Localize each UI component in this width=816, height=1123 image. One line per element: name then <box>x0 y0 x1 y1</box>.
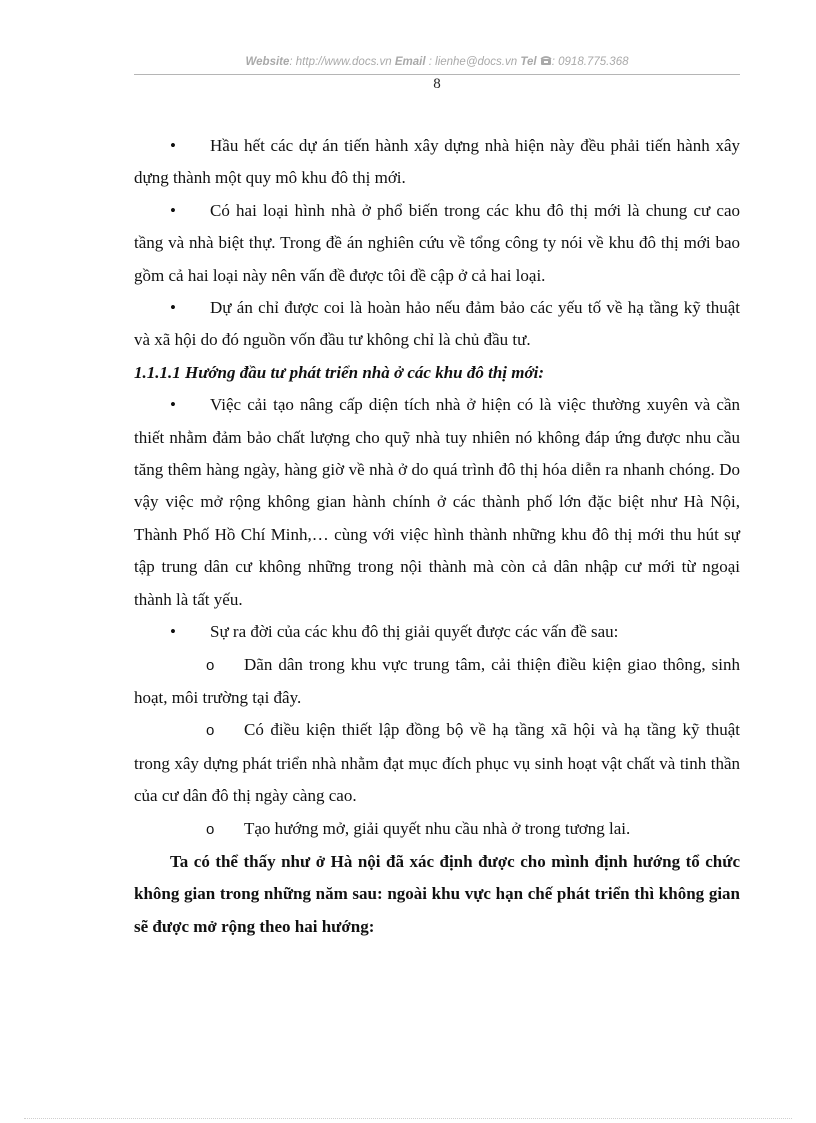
bullet-paragraph-1 <box>134 130 740 195</box>
phone-icon <box>540 56 552 68</box>
website-label: Website <box>245 56 290 68</box>
paragraph-text: Sự ra đời của các khu đô thị giải quyết được các vấn đề sau: <box>210 622 619 642</box>
sub-bullet-1 <box>134 649 740 715</box>
bullet-paragraph-2 <box>134 195 740 292</box>
document-body <box>134 130 740 943</box>
paragraph-text: Tạo hướng mở, giải quyết nhu cầu nhà ở trong tương lai. <box>244 818 631 838</box>
page-header <box>134 56 740 68</box>
paragraph-text: Dãn dân trong khu vực trung tâm, cải thiện điều kiện giao thông, sinh hoạt, môi trường tại đây. <box>134 654 740 707</box>
bullet-icon: • <box>170 136 176 155</box>
header-divider <box>134 74 740 75</box>
sub-bullet-2 <box>134 714 740 812</box>
bullet-paragraph-5 <box>134 616 740 648</box>
section-heading: 1.1.1.1 Hướng đầu tư phát triển nhà ở các khu đô thị mới: <box>134 362 545 382</box>
closing-paragraph: Ta có thể thấy như ở Hà nội đã xác định được cho mình định hướng tổ chức không gian trong những năm sau: ngoài khu vực hạn chế phát triển thì không gian sẽ được mở rộng theo hai hướng: <box>134 851 740 936</box>
paragraph-text: Hầu hết các dự án tiến hành xây dựng nhà hiện này đều phải tiến hành xây dựng thành một quy mô khu đô thị mới. <box>134 136 740 188</box>
bullet-paragraph-4 <box>134 389 740 616</box>
paragraph-text: Có điều kiện thiết lập đồng bộ về hạ tầng xã hội và hạ tầng kỹ thuật trong xây dựng phát triển nhà nhằm đạt mục đích phục vụ sinh hoạt vật chất và tinh thần của cư dân đô thị ngày càng cao. <box>134 720 740 806</box>
bullet-paragraph-3 <box>134 292 740 357</box>
paragraph-text: Việc cải tạo nâng cấp diện tích nhà ở hiện có là việc thường xuyên và cần thiết nhằm đảm bảo chất lượng cho quỹ nhà tuy nhiên nó không đáp ứng được nhu cầu tăng thêm hàng ngày, hàng giờ về nhà ở do quá trình đô thị hóa diễn ra nhanh chóng. Do vậy việc mở rộng không gian hành chính ở các thành phố lớn đặc biệt như Hà Nội, Thành Phố Hồ Chí Minh,… cùng với việc hình thành những khu đô thị mới thu hút sự tập trung dân cư không những trong nội thành mà còn cả dân nhập cư mới từ ngoại thành là tất yếu. <box>134 395 740 609</box>
page-number: 8 <box>433 76 441 92</box>
tel-label: Tel <box>520 56 537 68</box>
bullet-icon: • <box>170 200 176 220</box>
website-value: : http://www.docs.vn <box>289 56 392 68</box>
circle-bullet-icon: o <box>206 722 215 740</box>
tel-value: : 0918.775.368 <box>551 56 629 68</box>
bullet-icon: • <box>170 298 176 318</box>
circle-bullet-icon: o <box>206 820 215 838</box>
bullet-icon: • <box>170 622 176 642</box>
email-label: Email <box>394 56 426 68</box>
bullet-icon: • <box>170 395 176 415</box>
sub-bullet-3 <box>134 813 740 846</box>
paragraph-text: Dự án chỉ được coi là hoàn hảo nếu đảm bảo các yếu tố về hạ tầng kỹ thuật và xã hội do đó nguồn vốn đầu tư không chỉ là chủ đầu tư. <box>134 298 740 350</box>
footer-divider <box>24 1118 792 1119</box>
paragraph-text: Có hai loại hình nhà ở phổ biến trong các khu đô thị mới là chung cư cao tầng và nhà biệt thự. Trong đề án nghiên cứu về tổng công ty nói về khu đô thị mới bao gồm cả hai loại này nên vấn đề được tôi đề cập ở cả hai loại. <box>134 200 740 285</box>
email-value: : lienhe@docs.vn <box>428 56 518 68</box>
circle-bullet-icon: o <box>206 656 215 674</box>
